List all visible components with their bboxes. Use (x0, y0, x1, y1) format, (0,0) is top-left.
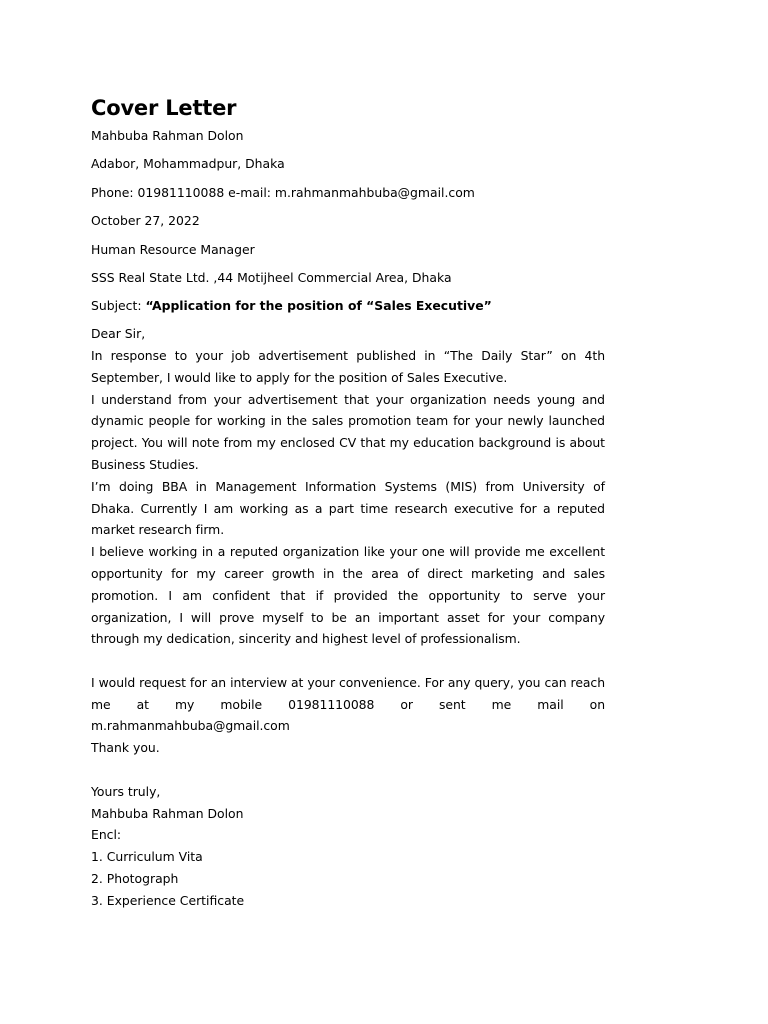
enclosure-label: Encl: (91, 827, 122, 843)
body-paragraph-5: I would request for an interview at your convenience. For any query, you can reach me at my mobile 01981110088 or sent me mail on m.rahmanmahbuba@gmail.com (91, 674, 605, 734)
sender-name: Mahbuba Rahman Dolon (91, 128, 244, 143)
enclosure-item: 1. Curriculum Vita (91, 849, 203, 865)
closing-line: Yours truly, (91, 783, 161, 799)
enclosure-item: 3. Experience Certificate (91, 892, 245, 908)
signature-name: Mahbuba Rahman Dolon (91, 805, 244, 821)
sender-address: Adabor, Mohammadpur, Dhaka (91, 156, 285, 172)
subject-text: “Application for the position of “Sales Executive” (145, 298, 492, 314)
recipient-company: SSS Real State Ltd. ,44 Motijheel Commercial Area, Dhaka (91, 269, 452, 285)
cover-letter (91, 94, 605, 912)
body-paragraph-1: In response to your job advertisement published in “The Daily Star” on 4th September, I would like to apply for the position of Sales Executive. (91, 347, 605, 385)
sender-contact: Phone: 01981110088 e-mail: m.rahmanmahbuba@gmail.com (91, 184, 475, 200)
thanks-line: Thank you. (91, 740, 160, 756)
enclosure-item: 2. Photograph (91, 871, 179, 887)
salutation: Dear Sir, (91, 326, 146, 342)
subject-line (91, 295, 605, 317)
body-paragraph-3: I’m doing BBA in Management Information Systems (MIS) from University of Dhaka. Currently I am working as a part time research executive for a reputed market research firm. (91, 478, 605, 538)
document-title: Cover Letter (91, 96, 237, 120)
subject-label: Subject: (91, 298, 146, 314)
body-paragraph-4: I believe working in a reputed organization like your one will provide me excellent opportunity for my career growth in the area of direct marketing and sales promotion. I am confident that if provided the opportunity to serve your organization, I will prove myself to be an important asset for your company through my dedication, sincerity and highest level of professionalism. (91, 544, 605, 647)
closing-spacer (91, 759, 605, 781)
letter-date: October 27, 2022 (91, 213, 200, 229)
body-paragraph-2: I understand from your advertisement that your organization needs young and dynamic people for working in the sales promotion team for your newly launched project. You will note from my enclosed CV that my education background is about Business Studies. (91, 391, 605, 472)
recipient-title: Human Resource Manager (91, 241, 255, 257)
paragraph-spacer (91, 650, 605, 672)
